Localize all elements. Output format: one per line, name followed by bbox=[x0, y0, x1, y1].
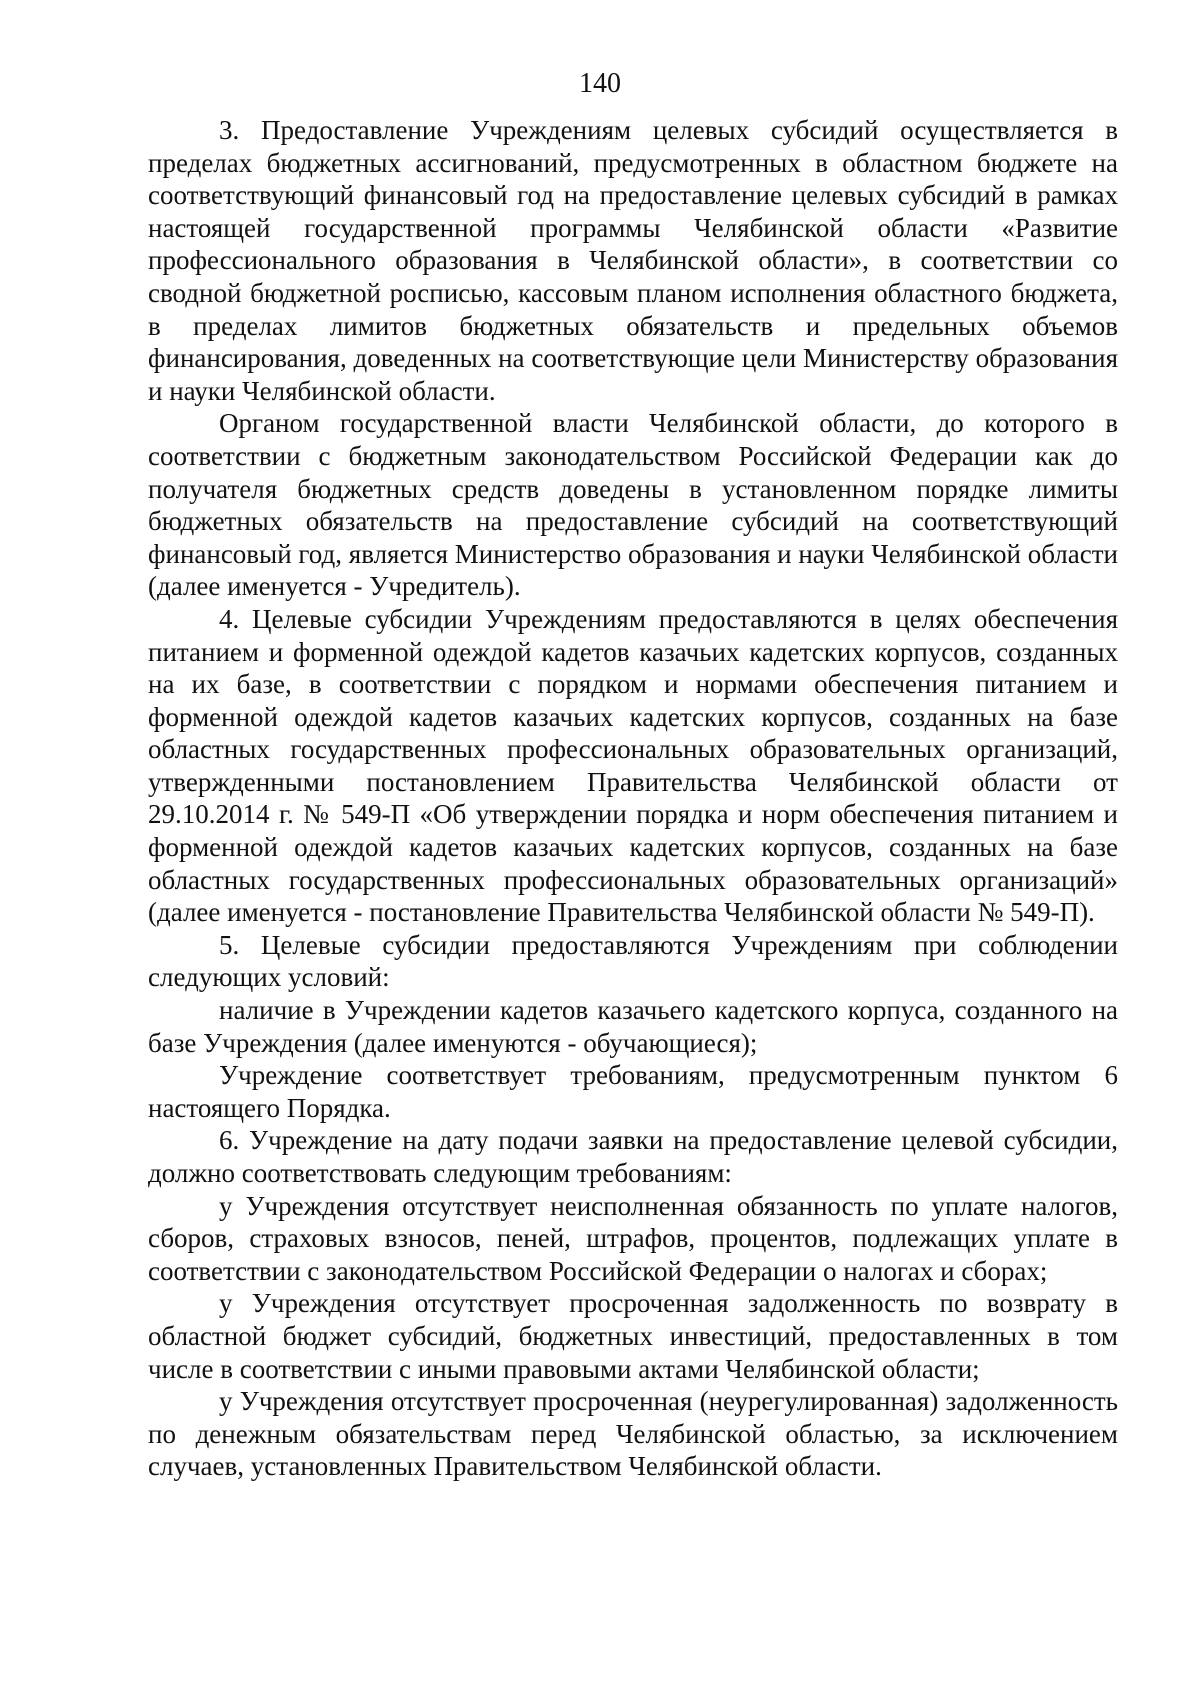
paragraph-5: 5. Целевые субсидии предоставляются Учреждениям при соблюдении следующих условий: bbox=[148, 929, 1118, 993]
document-body bbox=[148, 114, 1118, 1483]
paragraph-authority: Органом государственной власти Челябинской области, до которого в соответствии с бюджетным законодательством Российской Федерации как до получателя бюджетных средств доведены в установленном порядке лимиты бюджетных обязательств на предоставление субсидий на соответствующий финансовый год, является Министерство образования и науки Челябинской области (далее именуется - Учредитель). bbox=[148, 408, 1118, 602]
page-number: 140 bbox=[579, 68, 621, 99]
paragraph-requirement-subsidy-debt: у Учреждения отсутствует просроченная задолженность по возврату в областной бюджет субсидий, бюджетных инвестиций, предоставленных в том числе в соответствии с иными правовыми актами Челябинской области; bbox=[148, 1288, 1118, 1384]
paragraph-requirement-taxes: у Учреждения отсутствует неисполненная обязанность по уплате налогов, сборов, страховых взносов, пеней, штрафов, процентов, подлежащих уплате в соответствии с законодательством Российской Федерации о налогах и сборах; bbox=[148, 1190, 1118, 1286]
paragraph-requirement-monetary-debt: у Учреждения отсутствует просроченная (неурегулированная) задолженность по денежным обязательствам перед Челябинской областью, за исключением случаев, установленных Правительством Челябинской области. bbox=[148, 1386, 1118, 1482]
paragraph-3: 3. Предоставление Учреждениям целевых субсидий осуществляется в пределах бюджетных ассигнований, предусмотренных в областном бюджете на соответствующий финансовый год на предоставление целевых субсидий в рамках настоящей государственной программы Челябинской области «Развитие профессионального образования в Челябинской области», в соответствии со сводной бюджетной росписью, кассовым планом исполнения областного бюджета, в пределах лимитов бюджетных обязательств и предельных объемов финансирования, доведенных на соответствующие цели Министерству образования и науки Челябинской области. bbox=[148, 115, 1118, 406]
paragraph-4: 4. Целевые субсидии Учреждениям предоставляются в целях обеспечения питанием и форменной одеждой кадетов казачьих кадетских корпусов, созданных на их базе, в соответствии с порядком и нормами обеспечения питанием и форменной одеждой кадетов казачьих кадетских корпусов, созданных на базе областных государственных профессиональных образовательных организаций, утвержденными постановлением Правительства Челябинской области от 29.10.2014 г. № 549-П «Об утверждении порядка и норм обеспечения питанием и форменной одеждой кадетов казачьих кадетских корпусов, созданных на базе областных государственных профессиональных образовательных организаций» (далее именуется - постановление Правительства Челябинской области № 549-П). bbox=[148, 603, 1118, 928]
paragraph-condition-cadets: наличие в Учреждении кадетов казачьего кадетского корпуса, созданного на базе Учреждения (далее именуются - обучающиеся); bbox=[148, 995, 1118, 1058]
paragraph-6: 6. Учреждение на дату подачи заявки на предоставление целевой субсидии, должно соответствовать следующим требованиям: bbox=[148, 1125, 1118, 1188]
paragraph-condition-requirements: Учреждение соответствует требованиям, предусмотренным пунктом 6 настоящего Порядка. bbox=[148, 1060, 1118, 1123]
